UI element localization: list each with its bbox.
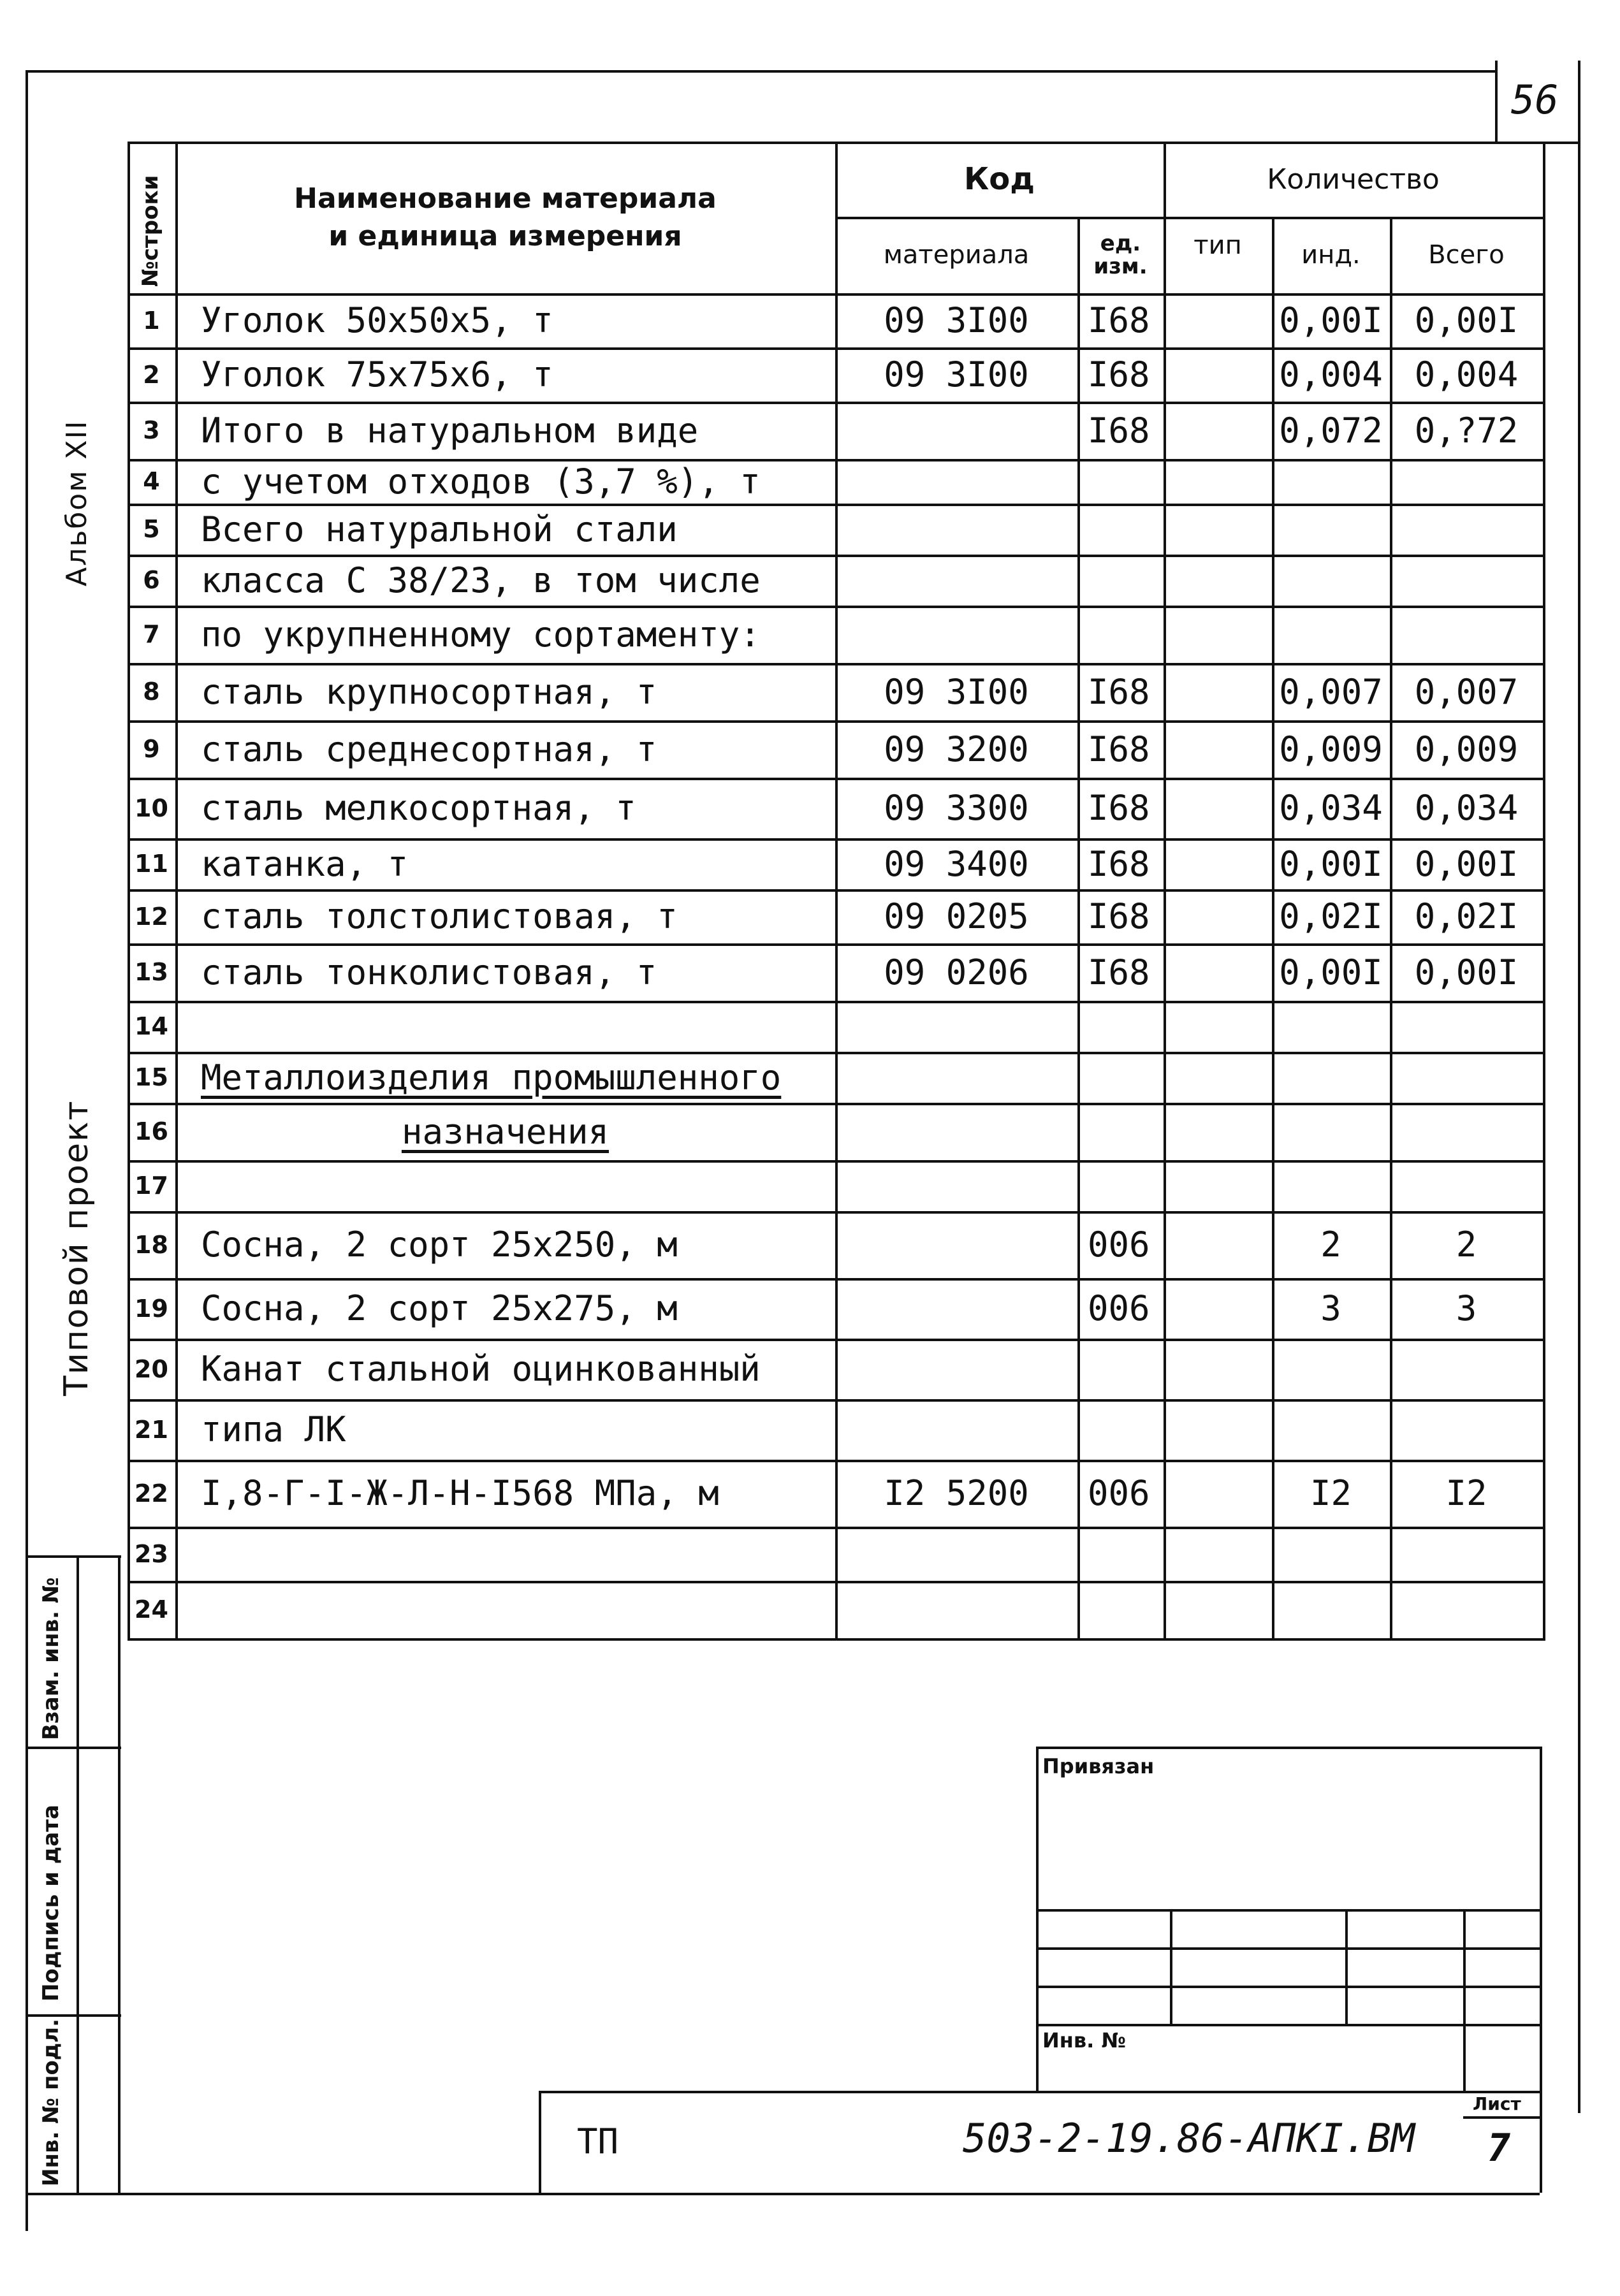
row-ind (1272, 1103, 1390, 1160)
row-name: Уголок 75х75х6, т (201, 354, 553, 395)
row-number: 10 (135, 794, 168, 822)
row-number: 6 (143, 566, 160, 594)
row-material-code (835, 1278, 1077, 1339)
row-total: I2 (1445, 1473, 1487, 1513)
row-unit-code (1077, 1339, 1164, 1399)
row-number: 18 (135, 1230, 168, 1259)
row-number: 12 (135, 902, 168, 931)
row-total: 0,00I (1414, 300, 1519, 340)
header-name (175, 142, 835, 293)
row-material-code (835, 1211, 1077, 1278)
row-material-code: 09 3I00 (884, 300, 1029, 340)
row-type (1164, 889, 1272, 943)
header-row-no (128, 142, 175, 293)
row-material-code: 09 0206 (884, 952, 1029, 992)
row-type (1164, 555, 1272, 606)
row-type (1164, 504, 1272, 555)
row-ind: 0,007 (1279, 671, 1383, 712)
row-material-code: 09 3I00 (884, 671, 1029, 712)
row-type (1164, 1103, 1272, 1160)
row-total: 0,034 (1414, 788, 1519, 828)
row-material-code (835, 1339, 1077, 1399)
row-total: 0,00I (1414, 952, 1519, 992)
row-material-code (835, 459, 1077, 504)
row-name: по укрупненному сортаменту: (201, 614, 761, 655)
row-material-code (835, 504, 1077, 555)
row-ind: 0,00I (1279, 843, 1383, 884)
row-material-code: 09 0205 (884, 896, 1029, 936)
row-name: назначения (401, 1111, 609, 1152)
inv-no-label: Инв. № (1042, 2028, 1126, 2053)
row-name: сталь толстолистовая, т (201, 896, 678, 936)
row-type (1164, 1581, 1272, 1638)
row-total (1390, 1399, 1543, 1460)
row-ind: 0,02I (1279, 896, 1383, 936)
row-type (1164, 347, 1272, 402)
header-name-line2: и единица измерения (328, 220, 682, 252)
row-total: 0,02I (1414, 896, 1519, 936)
row-unit-code (1077, 555, 1164, 606)
row-material-code (835, 1399, 1077, 1460)
row-unit-code (1077, 1052, 1164, 1103)
header-unit-line2: изм. (1093, 254, 1148, 279)
row-number: 20 (135, 1355, 168, 1383)
row-number: 3 (143, 416, 160, 444)
row-ind (1272, 459, 1390, 504)
stamp-inv-podl: Инв. № подл. (38, 2018, 64, 2186)
row-number: 24 (135, 1595, 168, 1624)
row-material-code (835, 1527, 1077, 1581)
row-number: 2 (143, 360, 160, 389)
row-name: Сосна, 2 сорт 25х250, м (201, 1224, 678, 1265)
row-type (1164, 1211, 1272, 1278)
row-number: 11 (135, 850, 168, 878)
row-number: 9 (143, 735, 160, 763)
row-ind (1272, 1581, 1390, 1638)
row-type (1164, 838, 1272, 889)
row-material-code: 09 3200 (884, 729, 1029, 769)
row-name: Канат стальной оцинкованный (201, 1349, 761, 1389)
row-total (1390, 1052, 1543, 1103)
row-total (1390, 555, 1543, 606)
row-total (1390, 1103, 1543, 1160)
sheet-corner-number: 56 (1511, 76, 1559, 123)
row-ind (1272, 1160, 1390, 1211)
row-ind: 0,009 (1279, 729, 1383, 769)
row-name: Итого в натуральном виде (201, 410, 699, 451)
row-unit-code (1077, 1581, 1164, 1638)
row-ind (1272, 1052, 1390, 1103)
row-type (1164, 720, 1272, 778)
row-material-code (835, 1001, 1077, 1052)
row-total: 0,?72 (1414, 410, 1519, 451)
header-type: тип (1193, 231, 1242, 260)
row-name: Металлоизделия промышленного (201, 1057, 782, 1098)
row-unit-code: I68 (1088, 410, 1150, 451)
row-number: 1 (143, 306, 160, 335)
row-unit-code: 006 (1088, 1288, 1150, 1328)
row-ind: 0,00I (1279, 300, 1383, 340)
sheet-number: 7 (1487, 2126, 1511, 2170)
project-label: Типовой проект (57, 1100, 96, 1396)
row-number: 21 (135, 1415, 168, 1444)
row-total (1390, 1581, 1543, 1638)
row-ind (1272, 1399, 1390, 1460)
row-name: Сосна, 2 сорт 25х275, м (201, 1288, 678, 1328)
row-type (1164, 943, 1272, 1001)
row-type (1164, 1460, 1272, 1527)
row-total (1390, 606, 1543, 663)
row-ind (1272, 606, 1390, 663)
row-unit-code: 006 (1088, 1473, 1150, 1513)
row-unit-code (1077, 1103, 1164, 1160)
tp-label: ТП (577, 2121, 619, 2162)
row-type (1164, 1001, 1272, 1052)
row-unit-code: I68 (1088, 896, 1150, 936)
row-total (1390, 1160, 1543, 1211)
document-code: 503-2-19.86-АПКI.ВМ (963, 2115, 1415, 2162)
row-total (1390, 1339, 1543, 1399)
row-number: 4 (143, 467, 160, 495)
row-total (1390, 459, 1543, 504)
row-number: 19 (135, 1294, 168, 1323)
row-name: сталь среднесортная, т (201, 729, 657, 769)
row-type (1164, 293, 1272, 347)
row-type (1164, 606, 1272, 663)
row-name (175, 1160, 835, 1211)
row-number: 5 (143, 515, 160, 543)
row-material-code (835, 1052, 1077, 1103)
row-unit-code: I68 (1088, 300, 1150, 340)
header-unit (1077, 217, 1164, 293)
album-label: Альбом XII (61, 419, 93, 586)
row-name (175, 1001, 835, 1052)
row-unit-code (1077, 1001, 1164, 1052)
row-total: 0,007 (1414, 671, 1519, 712)
row-number: 16 (135, 1117, 168, 1145)
row-type (1164, 1527, 1272, 1581)
row-material-code: 09 3I00 (884, 354, 1029, 395)
row-unit-code: 006 (1088, 1224, 1150, 1265)
row-total: 0,00I (1414, 843, 1519, 884)
row-unit-code: I68 (1088, 843, 1150, 884)
row-unit-code: I68 (1088, 788, 1150, 828)
row-number: 17 (135, 1172, 168, 1200)
row-number: 8 (143, 678, 160, 706)
row-name: типа ЛК (201, 1409, 346, 1450)
row-total: 2 (1456, 1224, 1477, 1265)
row-type (1164, 1278, 1272, 1339)
header-material: материала (883, 240, 1030, 270)
header-name-line1: Наименование материала (294, 182, 717, 215)
row-total (1390, 1001, 1543, 1052)
row-ind: 2 (1320, 1224, 1341, 1265)
row-material-code: I2 5200 (884, 1473, 1029, 1513)
header-ind: инд. (1301, 240, 1361, 270)
row-unit-code: I68 (1088, 952, 1150, 992)
row-ind: 0,004 (1279, 354, 1383, 395)
row-ind: 0,00I (1279, 952, 1383, 992)
row-material-code (835, 1103, 1077, 1160)
row-type (1164, 1339, 1272, 1399)
row-unit-code: I68 (1088, 671, 1150, 712)
row-material-code (835, 606, 1077, 663)
row-total: 0,004 (1414, 354, 1519, 395)
row-name: Всего натуральной стали (201, 509, 678, 549)
row-name: Уголок 50х50х5, т (201, 300, 553, 340)
row-type (1164, 459, 1272, 504)
row-unit-code: I68 (1088, 354, 1150, 395)
row-material-code (835, 402, 1077, 459)
row-number: 14 (135, 1012, 168, 1040)
row-type (1164, 663, 1272, 720)
row-number: 22 (135, 1479, 168, 1508)
row-ind: 0,072 (1279, 410, 1383, 451)
row-ind: I2 (1310, 1473, 1352, 1513)
row-unit-code (1077, 504, 1164, 555)
row-unit-code: I68 (1088, 729, 1150, 769)
header-row-no-text: №строки (138, 175, 163, 287)
header-code: Код (964, 161, 1035, 197)
row-material-code: 09 3400 (884, 843, 1029, 884)
row-material-code: 09 3300 (884, 788, 1029, 828)
row-total (1390, 1527, 1543, 1581)
row-number: 23 (135, 1539, 168, 1568)
row-ind (1272, 504, 1390, 555)
row-number: 15 (135, 1063, 168, 1091)
row-ind (1272, 1339, 1390, 1399)
row-total: 3 (1456, 1288, 1477, 1328)
row-name (175, 1581, 835, 1638)
row-name: I,8-Г-I-Ж-Л-Н-I568 МПа, м (201, 1473, 719, 1513)
row-name (175, 1527, 835, 1581)
row-total (1390, 504, 1543, 555)
header-quantity: Количество (1267, 163, 1440, 196)
row-ind: 3 (1320, 1288, 1341, 1328)
row-unit-code (1077, 1160, 1164, 1211)
row-type (1164, 1160, 1272, 1211)
row-name: с учетом отходов (3,7 %), т (201, 461, 761, 502)
sheet-label: Лист (1473, 2093, 1521, 2114)
row-ind (1272, 1527, 1390, 1581)
row-name: сталь тонколистовая, т (201, 952, 657, 992)
stamp-vzam-inv: Взам. инв. № (38, 1577, 64, 1740)
row-ind (1272, 555, 1390, 606)
row-material-code (835, 1581, 1077, 1638)
row-number: 13 (135, 958, 168, 986)
row-type (1164, 402, 1272, 459)
row-unit-code (1077, 606, 1164, 663)
row-name: катанка, т (201, 843, 409, 884)
row-number: 7 (143, 620, 160, 648)
row-unit-code (1077, 459, 1164, 504)
row-total: 0,009 (1414, 729, 1519, 769)
stamp-podpis-data: Подпись и дата (38, 1805, 64, 2002)
row-name: класса С 38/23, в том числе (201, 560, 761, 600)
row-ind (1272, 1001, 1390, 1052)
row-type (1164, 778, 1272, 838)
row-unit-code (1077, 1399, 1164, 1460)
row-unit-code (1077, 1527, 1164, 1581)
row-type (1164, 1399, 1272, 1460)
header-total: Всего (1428, 240, 1505, 270)
row-type (1164, 1052, 1272, 1103)
privyazan-label: Привязан (1042, 1754, 1155, 1778)
row-name: сталь мелкосортная, т (201, 788, 636, 828)
row-material-code (835, 555, 1077, 606)
row-name: сталь крупносортная, т (201, 671, 657, 712)
header-unit-line1: ед. (1100, 231, 1141, 256)
row-ind: 0,034 (1279, 788, 1383, 828)
row-material-code (835, 1160, 1077, 1211)
